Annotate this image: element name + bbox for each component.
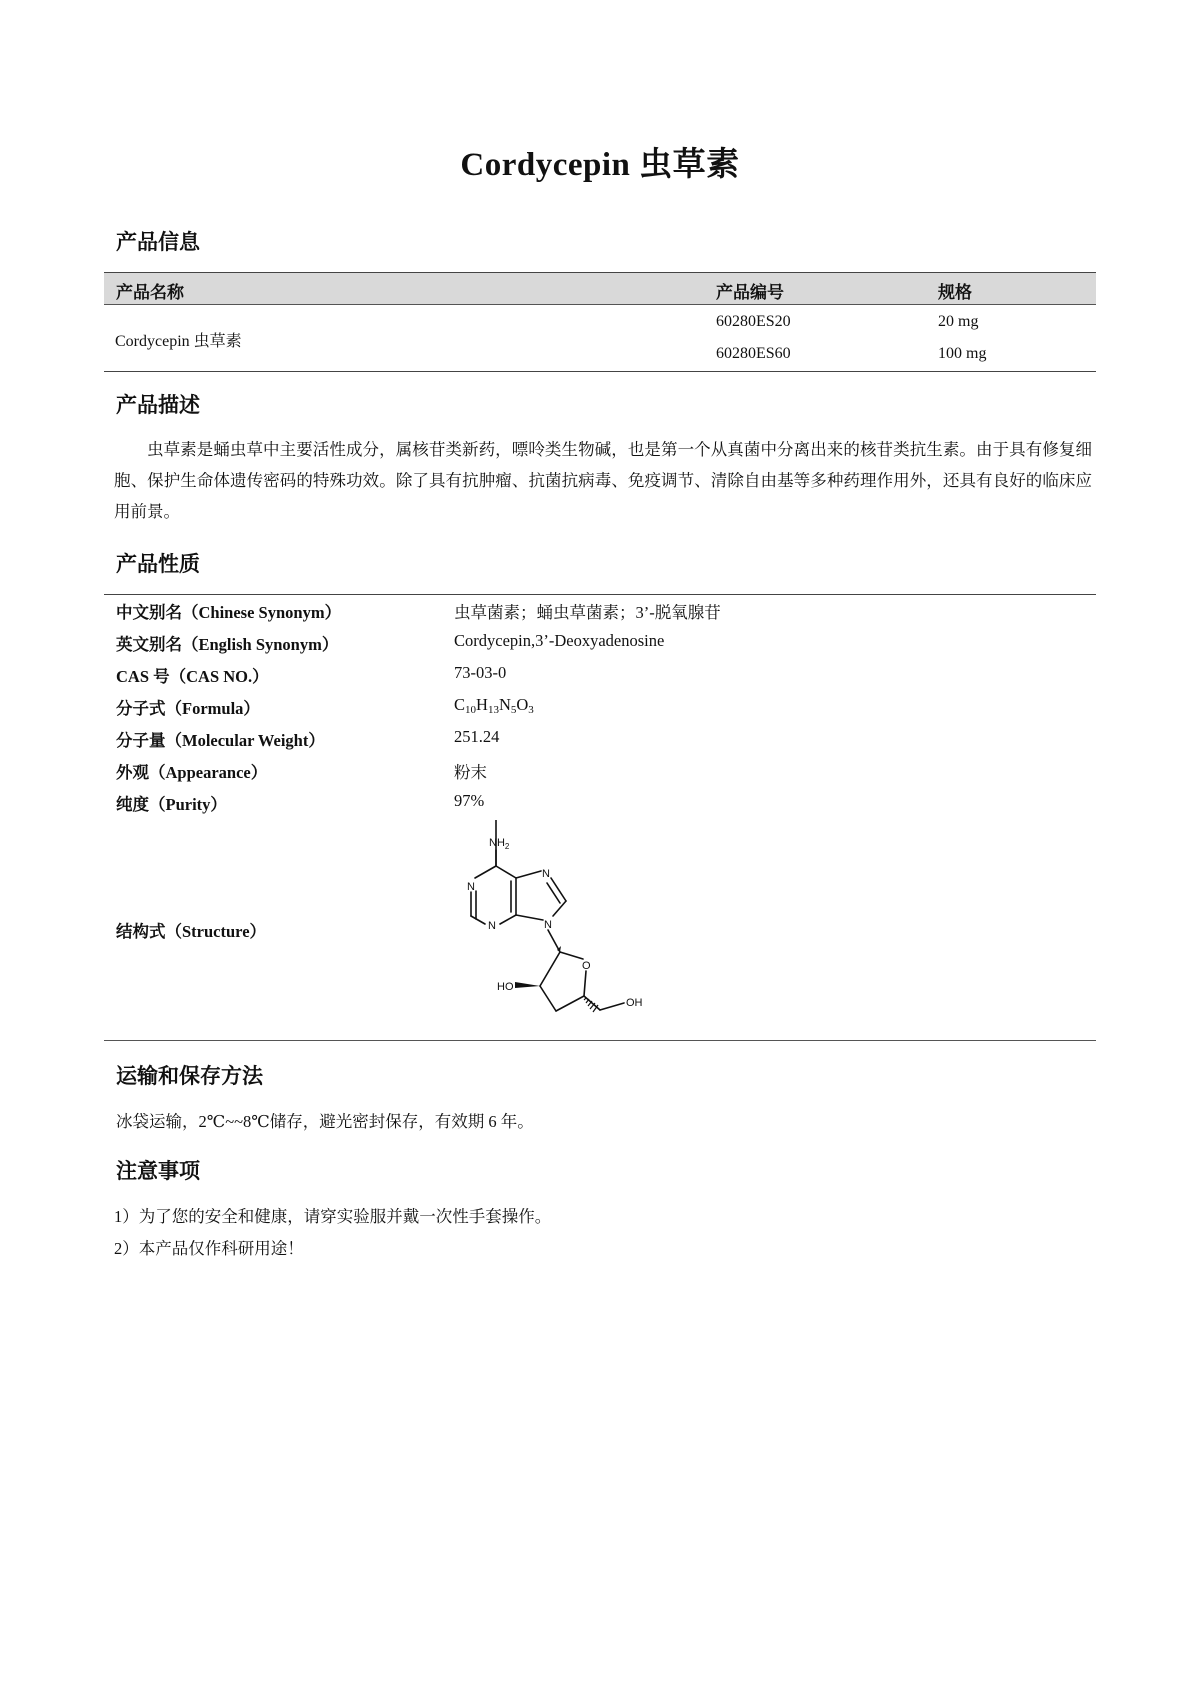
prop-label-molecular-weight: 分子量（Molecular Weight）: [116, 731, 325, 750]
prop-label-purity: 纯度（Purity）: [116, 795, 227, 814]
atom-label-n7: N: [542, 868, 550, 880]
prop-label-appearance: 外观（Appearance）: [116, 763, 268, 782]
prop-value-purity: 97%: [454, 791, 485, 810]
storage-text: 冰袋运输，2℃~~8℃储存，避光密封保存，有效期 6 年。: [116, 1112, 534, 1131]
description-paragraph: 虫草素是蛹虫草中主要活性成分，属核苷类新药，嘌呤类生物碱，也是第一个从真菌中分离出来的核苷类抗生素。由于具有修复细胞、保护生命体遗传密码的特殊功效。除了具有抗肿瘤、抗菌抗病毒、免疫调节、清除自由基等多种药理作用外，还具有良好的临床应用前景。: [114, 440, 1092, 521]
product-name-cell: Cordycepin 虫草素: [115, 333, 242, 350]
page-title: Cordycepin 虫草素: [460, 147, 740, 183]
section-title-description: 产品描述: [116, 393, 200, 417]
atom-label-ring-oxygen: O: [582, 960, 591, 972]
section-title-notes: 注意事项: [116, 1159, 200, 1183]
prop-value-cas: 73-03-0: [454, 663, 507, 682]
product-spec-cell: 100 mg: [938, 345, 987, 362]
header-spec: 规格: [938, 283, 972, 302]
prop-label-cas: CAS 号（CAS NO.）: [116, 667, 269, 686]
description-text: [114, 434, 1092, 527]
product-code-cell: 60280ES20: [716, 313, 791, 330]
atom-label-ho: HO: [497, 981, 514, 993]
note-item: 1）为了您的安全和健康，请穿实验服并戴一次性手套操作。: [114, 1207, 552, 1226]
note-item: 2）本产品仅作科研用途！: [114, 1239, 304, 1258]
prop-value-molecular-weight: 251.24: [454, 727, 500, 746]
prop-value-chinese-synonym: 虫草菌素；蛹虫草菌素；3’-脱氧腺苷: [454, 603, 721, 622]
product-table-header: [104, 272, 1096, 305]
wedge-bond: [515, 982, 540, 988]
prop-label-structure: 结构式（Structure）: [116, 922, 267, 941]
prop-value-appearance: 粉末: [454, 763, 487, 782]
product-code-cell: 60280ES60: [716, 345, 791, 362]
header-product-code: 产品编号: [716, 283, 784, 302]
prop-value-formula: $C_{10}H_{13}N_5O_3$: [454, 695, 534, 716]
atom-label-n3: N: [488, 920, 496, 932]
header-product-name: 产品名称: [116, 283, 184, 302]
section-title-storage: 运输和保存方法: [116, 1064, 263, 1088]
atom-label-n9: N: [544, 919, 552, 931]
prop-label-chinese-synonym: 中文别名（Chinese Synonym）: [116, 603, 342, 622]
atom-label-nh2: $NH_2$: [489, 837, 510, 851]
product-spec-cell: 20 mg: [938, 313, 979, 330]
properties-top-rule: [104, 594, 1096, 595]
table-bottom-rule: [104, 371, 1096, 372]
section-title-product-info: 产品信息: [116, 230, 200, 254]
prop-label-english-synonym: 英文别名（English Synonym）: [116, 635, 339, 654]
section-title-properties: 产品性质: [116, 552, 200, 576]
atom-label-oh: OH: [626, 997, 643, 1009]
structure-diagram: [440, 820, 680, 1030]
atom-label-n1: N: [467, 881, 475, 893]
properties-bottom-rule: [104, 1040, 1096, 1041]
prop-value-english-synonym: Cordycepin,3’-Deoxyadenosine: [454, 631, 665, 650]
prop-label-formula: 分子式（Formula）: [116, 699, 260, 718]
